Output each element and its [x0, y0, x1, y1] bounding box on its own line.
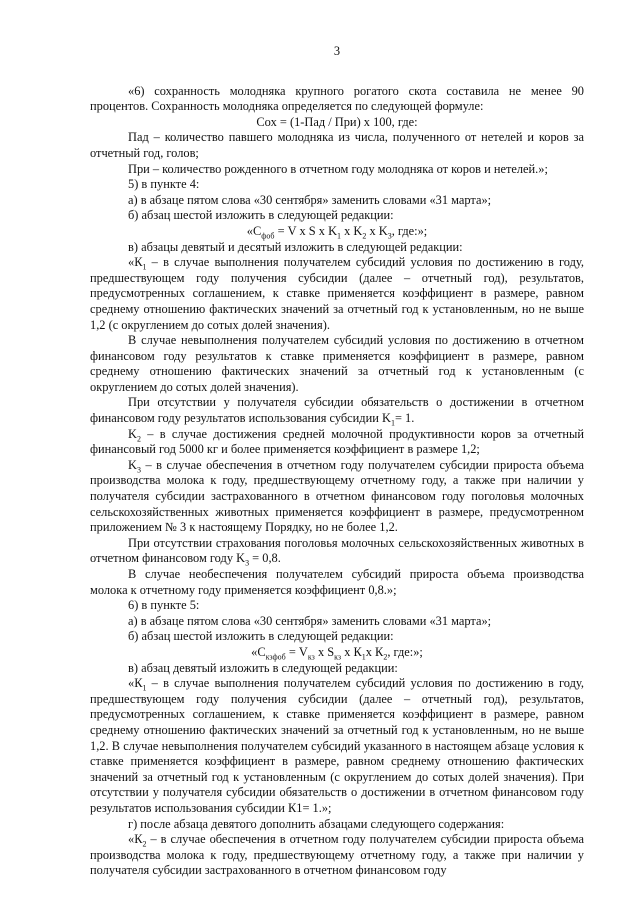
- paragraph: а) в абзаце пятом слова «30 сентября» заменить словами «31 марта»;: [128, 613, 492, 628]
- formula-line: «$С_{фоб} = V$ х S х $K_1$ х $K_2$ х $K_3$, где:»;: [246, 223, 428, 241]
- paragraph: «6) сохранность молодняка крупного рогатого скота составила не менее 90 процентов. Сохранность молодняка определяется по следующей формуле:: [90, 83, 584, 114]
- formula-line: Сох = (1-Пад / При) х 100, где:: [256, 114, 418, 129]
- paragraph: 5) в пункте 4:: [128, 177, 200, 192]
- paragraph: в) абзац девятый изложить в следующей редакции:: [128, 660, 398, 675]
- paragraph: В случае необеспечения получателем субсидий прироста объема производства молока к отчетному году применяется коэффициент 0,8.»;: [90, 567, 584, 597]
- paragraph: Пад – количество павшего молодняка из числа, полученного от нетелей и коров за отчетный год, голов;: [90, 130, 584, 160]
- page-number: 3: [333, 44, 341, 58]
- paragraph: В случае невыполнения получателем субсидий условия по достижению в отчетном финансовом году результатов к ставке применяется коэффициент в размере, равном среднему отношению фактических значений за отчетный год к установленным (с округлением до сотых долей значения).: [90, 333, 584, 394]
- paragraph: При отсутствии страхования поголовья молочных сельскохозяйственных животных в отчетном финансовом году $K_3 = 0,8$.: [90, 535, 584, 568]
- paragraph: При – количество рожденного в отчетном году молодняка от коров и нетелей.»;: [128, 161, 548, 176]
- paragraph: $K_3$ – в случае обеспечения в отчетном году получателем субсидии прироста объема производства молока к году, предшествующему отчетному году, а также при наличии у получателя субсидии застрахованного в отчетном финансовом году поголовья молочных сельскохозяйственных животных применяется коэффициент в размере, предусмотренном приложением № 3 к настоящему Порядку, но не более 1,2.: [90, 457, 584, 535]
- paragraph: г) после абзаца девятого дополнить абзацами следующего содержания:: [128, 816, 505, 831]
- paragraph: а) в абзаце пятом слова «30 сентября» заменить словами «31 марта»;: [128, 192, 492, 207]
- document-body: [90, 84, 584, 879]
- paragraph: «$К_2$ – в случае обеспечения в отчетном году получателем субсидии прироста объема производства молока к году, предшествующему отчетному году, а также при наличии у получателя субсидии застрахованного в отчетном финансовом году: [90, 832, 584, 878]
- paragraph: б) абзац шестой изложить в следующей редакции:: [128, 629, 394, 644]
- paragraph: б) абзац шестой изложить в следующей редакции:: [128, 208, 394, 223]
- paragraph: «$К_1$ – в случае выполнения получателем субсидий условия по достижению в году, предшествующем году получения субсидии (далее – отчетный год), результатов, предусмотренных соглашением, к ставке применяется коэффициент в размере, равном среднему отношению фактических значений за отчетный год к установленным, но не выше 1,2. В случае невыполнения получателем субсидий указанного в настоящем абзаце условия к ставке применяется коэффициент в размере, равном среднему отношению фактических значений за отчетный год к установленным (с округлением до сотых долей значения). При отсутствии у получателя субсидии обязательств о достижении в отчетном финансовом году результатов использования субсидии К1= 1.»;: [90, 676, 584, 815]
- paragraph: $K_2$ – в случае достижения средней молочной продуктивности коров за отчетный финансовый год 5000 кг и более применяется коэффициент в размере 1,2;: [90, 426, 584, 457]
- paragraph: «$К_1$ – в случае выполнения получателем субсидий условия по достижению в году, предшествующем году получения субсидии (далее – отчетный год), результатов, предусмотренных соглашением, к ставке применяется коэффициент в размере, равном среднему отношению фактических значений за отчетный год к установленным, но не выше 1,2 (с округлением до сотых долей значения).: [90, 255, 584, 332]
- paragraph: 6) в пункте 5:: [128, 598, 200, 613]
- paragraph: При отсутствии у получателя субсидии обязательств о достижении в отчетном финансовом году результатов использования субсидии $K_1= 1$.: [90, 395, 584, 428]
- formula-line: «$С_{кзфоб} = V_{кз}$ х $S_{кз}$ х $К_1х$ $К_2$, где:»;: [251, 644, 423, 662]
- paragraph: в) абзацы девятый и десятый изложить в следующей редакции:: [128, 239, 463, 254]
